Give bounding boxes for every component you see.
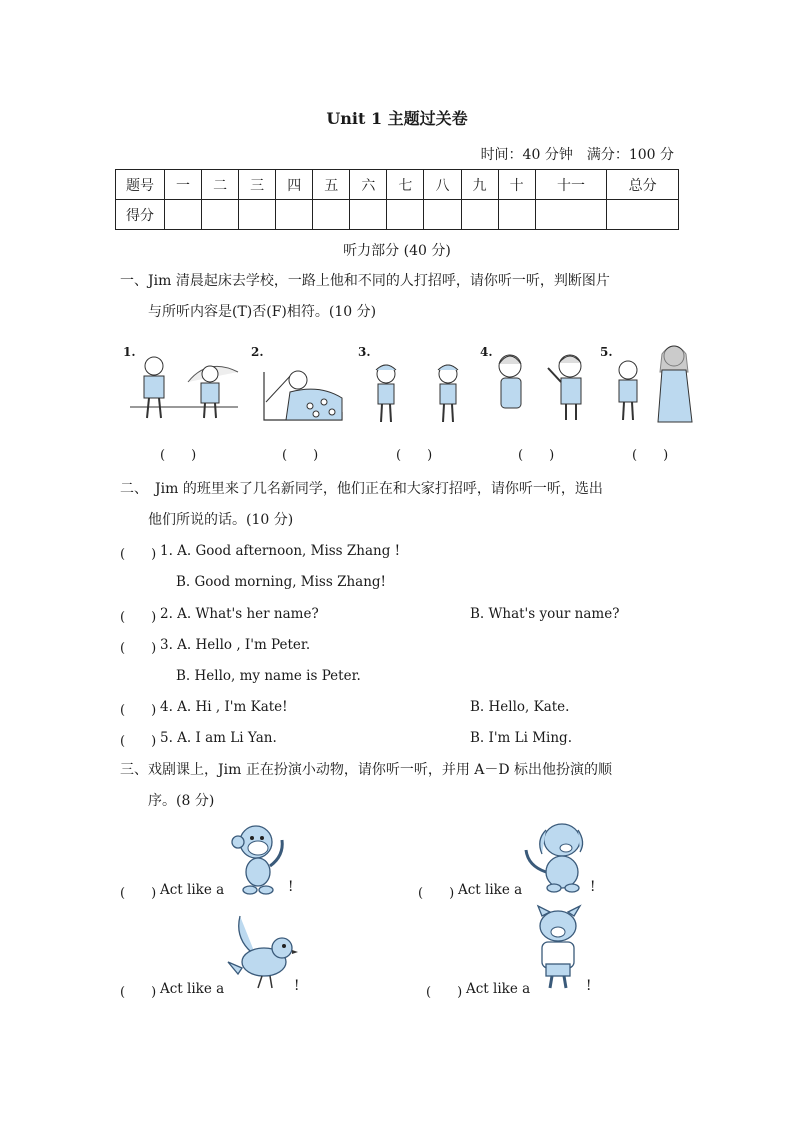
q3-answer-blank[interactable]: ( ) bbox=[120, 886, 157, 901]
q2-option-b: B. What's your name? bbox=[470, 606, 620, 622]
monkey-icon bbox=[228, 822, 292, 896]
q3-act-text: Act like a bbox=[466, 981, 531, 997]
q3-exclamation: ! bbox=[294, 978, 300, 994]
child-in-bed-icon bbox=[262, 362, 346, 424]
q2-instruction-line1: 二、 Jim 的班里来了几名新同学，他们正在和大家打招呼，请你听一听，选出 bbox=[120, 481, 603, 497]
score-cell[interactable] bbox=[350, 200, 387, 230]
q1-number: 2. bbox=[251, 345, 264, 359]
q2-answer-blank[interactable]: ( ) bbox=[120, 547, 157, 562]
header-cell: 八 bbox=[424, 170, 461, 200]
header-cell: 四 bbox=[276, 170, 313, 200]
page-title: Unit 1 主题过关卷 bbox=[326, 109, 468, 128]
q1-instruction-line2: 与所听内容是(T)否(F)相符。(10 分) bbox=[148, 304, 377, 320]
q2-option-a: 4. A. Hi , I'm Kate! bbox=[160, 699, 288, 715]
score-cell[interactable] bbox=[239, 200, 276, 230]
time-info: 时间：40 分钟 满分：100 分 bbox=[480, 147, 674, 163]
q3-exclamation: ! bbox=[590, 879, 596, 895]
score-table-header-row bbox=[116, 170, 679, 200]
score-cell[interactable] bbox=[535, 200, 607, 230]
q2-option-b: B. Hello, Kate. bbox=[470, 699, 570, 715]
q2-option-a: 3. A. Hello , I'm Peter. bbox=[160, 637, 311, 653]
score-cell[interactable] bbox=[498, 200, 535, 230]
q3-act-text: Act like a bbox=[160, 882, 225, 898]
row-label: 得分 bbox=[116, 200, 165, 230]
q2-option-a: 2. A. What's her name? bbox=[160, 606, 319, 622]
score-cell[interactable] bbox=[607, 200, 679, 230]
score-table bbox=[115, 169, 679, 230]
q2-option-b: B. Hello, my name is Peter. bbox=[176, 668, 361, 684]
score-cell[interactable] bbox=[461, 200, 498, 230]
q3-exclamation: ! bbox=[288, 879, 294, 895]
score-cell[interactable] bbox=[165, 200, 202, 230]
score-cell[interactable] bbox=[387, 200, 424, 230]
q1-number: 4. bbox=[480, 345, 493, 359]
q2-option-b: B. I'm Li Ming. bbox=[470, 730, 572, 746]
q2-instruction-line2: 他们所说的话。(10 分) bbox=[148, 512, 294, 528]
q3-answer-blank[interactable]: ( ) bbox=[120, 985, 157, 1000]
q2-option-a: 1. A. Good afternoon, Miss Zhang ! bbox=[160, 543, 401, 559]
q2-answer-blank[interactable]: ( ) bbox=[120, 734, 157, 749]
q2-option-b: B. Good morning, Miss Zhang! bbox=[176, 574, 386, 590]
q3-answer-blank[interactable]: ( ) bbox=[426, 985, 463, 1000]
score-cell[interactable] bbox=[313, 200, 350, 230]
q1-answer-blank[interactable]: ( ) bbox=[160, 448, 197, 463]
header-cell: 五 bbox=[313, 170, 350, 200]
header-cell: 二 bbox=[202, 170, 239, 200]
q2-answer-blank[interactable]: ( ) bbox=[120, 703, 157, 718]
q1-answer-blank[interactable]: ( ) bbox=[518, 448, 555, 463]
header-cell: 六 bbox=[350, 170, 387, 200]
header-cell: 一 bbox=[165, 170, 202, 200]
q1-number: 3. bbox=[358, 345, 371, 359]
q1-answer-blank[interactable]: ( ) bbox=[282, 448, 319, 463]
listening-section-head: 听力部分 (40 分) bbox=[343, 243, 451, 259]
score-cell[interactable] bbox=[276, 200, 313, 230]
q3-act-text: Act like a bbox=[458, 882, 523, 898]
bird-icon bbox=[224, 912, 298, 992]
q2-answer-blank[interactable]: ( ) bbox=[120, 641, 157, 656]
kids-greeting-icon bbox=[128, 352, 240, 424]
q3-exclamation: ! bbox=[586, 978, 592, 994]
q1-answer-blank[interactable]: ( ) bbox=[396, 448, 433, 463]
q3-instruction-line1: 三、戏剧课上，Jim 正在扮演小动物，请你听一听，并用 A－D 标出他扮演的顺 bbox=[120, 762, 613, 778]
q1-number: 5. bbox=[600, 345, 613, 359]
q2-answer-blank[interactable]: ( ) bbox=[120, 610, 157, 625]
girl-boy-waving-icon bbox=[494, 352, 590, 424]
score-table-score-row bbox=[116, 200, 679, 230]
score-cell[interactable] bbox=[202, 200, 239, 230]
dog-icon bbox=[522, 818, 590, 894]
q3-act-text: Act like a bbox=[160, 981, 225, 997]
header-cell: 总分 bbox=[607, 170, 679, 200]
q2-option-a: 5. A. I am Li Yan. bbox=[160, 730, 277, 746]
header-cell: 题号 bbox=[116, 170, 165, 200]
q3-answer-blank[interactable]: ( ) bbox=[418, 886, 455, 901]
header-cell: 十 bbox=[498, 170, 535, 200]
q1-instruction-line1: 一、Jim 清晨起床去学校，一路上他和不同的人打招呼，请你听一听，判断图片 bbox=[120, 273, 610, 289]
header-cell: 三 bbox=[239, 170, 276, 200]
header-cell: 九 bbox=[461, 170, 498, 200]
header-cell: 十一 bbox=[535, 170, 607, 200]
kids-with-caps-icon bbox=[368, 360, 464, 426]
pig-icon bbox=[530, 906, 590, 994]
q1-answer-blank[interactable]: ( ) bbox=[632, 448, 669, 463]
header-cell: 七 bbox=[387, 170, 424, 200]
q3-instruction-line2: 序。(8 分) bbox=[148, 793, 215, 809]
boy-teacher-icon bbox=[614, 344, 698, 426]
q1-number: 1. bbox=[123, 345, 136, 359]
score-cell[interactable] bbox=[424, 200, 461, 230]
